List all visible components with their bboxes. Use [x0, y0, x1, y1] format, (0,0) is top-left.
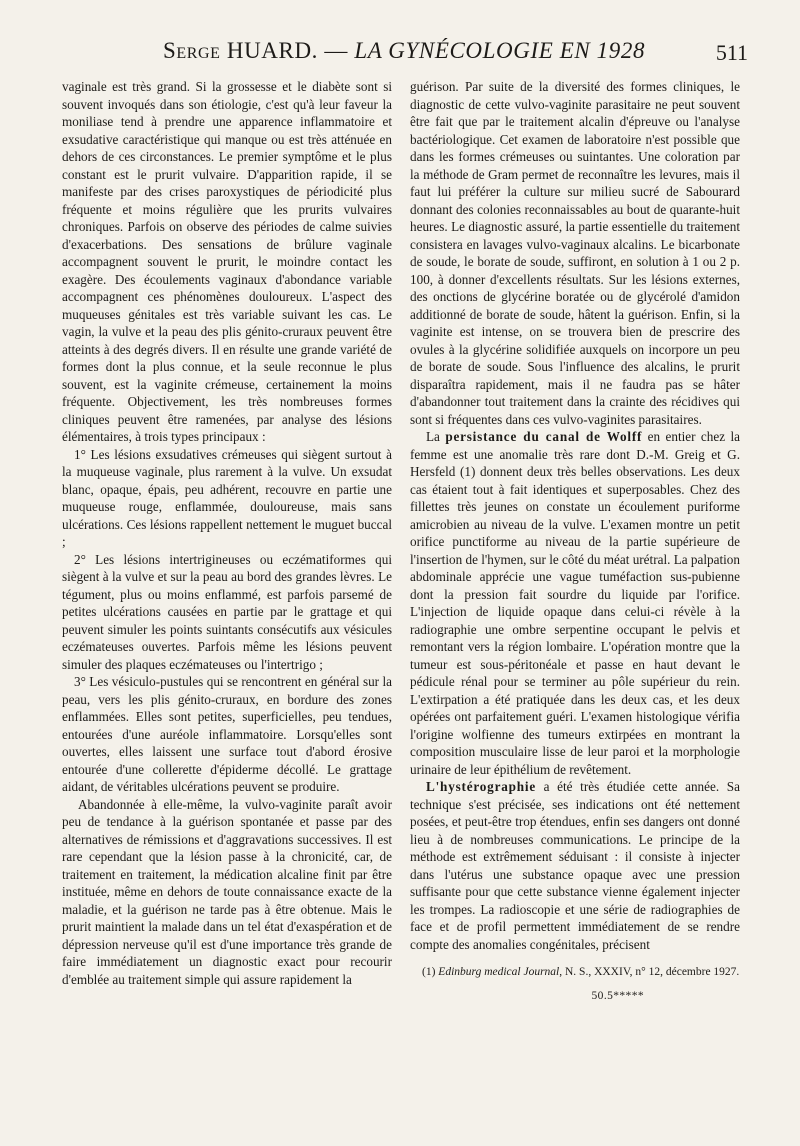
- header-author: Serge HUARD.: [162, 38, 318, 63]
- lead-text: La: [426, 429, 446, 444]
- footnote-title: Edinburg medical Journal: [438, 966, 560, 978]
- paragraph-wolff: [410, 428, 740, 778]
- header-dash: —: [318, 38, 355, 63]
- paragraph: vaginale est très grand. Si la grossesse et le diabète sont si souvent invoqués dans son étiologie, c'est qu'à leur faveur la moniliase tend à prendre une apparence inflammatoire et exsudative caractéristique qui manque ou est très atténuée en dehors de ces circonstances. Le premier symptôme et le plus constant est le prurit vulvaire. D'apparition rapide, il se manifeste par des crises paroxystiques de périodicité plus fréquente et moins régulière que les prurits vulvaires chroniques. Parfois on observe des périodes de calme suivies d'exacerbations. Des sensations de brûlure vaginale accompagnent souvent le prurit, le moindre contact les exagère. Des écoulements vaginaux d'abondance variable accompagnent ces phénomènes douloureux. L'aspect des muqueuses génitales est très variable suivant les cas. Le vagin, la vulve et la peau des plis génito-cruraux peuvent être atteints à des degrés divers. Il en résulte une grande variété de formes dont la plus connue, et la seule reconnue le plus souvent, est la vaginite crémeuse, certainement la moins fréquente. Objectivement, les très nombreuses formes cliniques peuvent être ramenées, par analyse des lésions élémentaires, à trois types principaux :: [62, 79, 392, 444]
- paragraph: Abandonnée à elle-même, la vulvo-vaginite paraît avoir peu de tendance à la guérison spontanée et passe par des alternatives de rémissions et d'aggravations successives. Il est rare cependant que la lésion passe à la chronicité, car, de traitement en traitement, la médication alcaline finit par être instituée, même en dehors de toute connaissance exacte de la maladie, et la guérison ne tarde pas à être obtenue. Mais le prurit maintient la malade dans un tel état d'exaspération et de dépression nerveuse qu'il est d'une importance très grande de faire immédiatement un diagnostic exact pour recourir d'emblée au traitement simple qui assure rapidement la: [62, 796, 392, 987]
- footnote-text: , N. S., XXXIV, n° 12, décembre 1927.: [559, 966, 740, 978]
- list-item: 1° Les lésions exsudatives crémeuses qui siègent surtout à la muqueuse vaginale, plus rarement à la vulve. Un exsudat blanc, opaque, épais, peu adhérent, recouvre en partie une muqueuse rouge, enflammée, douloureuse, mais sans ulcérations. Ces lésions rappellent nettement le muguet buccal ;: [62, 446, 392, 549]
- header-journal: LA GYNÉCOLOGIE EN 1928: [354, 38, 646, 63]
- spaced-heading: persistance du canal de Wolff: [445, 429, 643, 444]
- paragraph-text: en entier chez la femme est une anomalie très rare dont D.-M. Greig et G. Hersfeld (1) donnent deux très belles observations. Les deux cas étaient tout à fait identiques et superposables. Chez des fillettes très jeunes on constate un écoulement puriforme amicrobien au niveau de la vulve. L'examen montre un petit orifice punctiforme au niveau de la partie supérieure de l'insertion de l'hymen, sur le côté du méat urétral. La palpation abdominale apprécie une vague tuméfaction sus-pubienne dont la pression fait sourdre du liquide par l'orifice. L'injection de liquide opaque dans celui-ci révèle à la radiographie une ombre serpentine occupant le pelvis et remontant vers la région lombaire. L'opération montre que la tumeur est sous-péritonéale et passe en haut devant le pédicule rénal pour se terminer au pôle supérieur du rein. L'extirpation a été pratiquée dans les deux cas, et les deux opérées ont parfaitement guéri. L'examen histologique vérifia l'origine wolfienne des tumeurs extirpées en montrant la composition musculaire lisse de leur paroi et la morphologie urinaire de leur épithélium de revêtement.: [410, 429, 740, 777]
- header-title: [60, 38, 748, 64]
- footnote-number: (1): [422, 966, 439, 978]
- list-item: 3° Les vésiculo-pustules qui se rencontrent en général sur la peau, vers les plis génito-cruraux, en bordure des zones enflammées. Elles sont petites, superficielles, peu tendues, entourées d'une auréole inflammatoire. Lorsqu'elles sont ouvertes, elles laissent une surface tout d'abord érosive entourée d'une collerette d'épiderme décollé. Le grattage aidant, de véritables ulcérations peuvent se produire.: [62, 674, 392, 794]
- running-header: [60, 38, 748, 72]
- signature-mark: 50.5*****: [591, 990, 644, 1002]
- paragraph-hysterographie: [410, 778, 740, 953]
- paragraph-text: a été très étudiée cette année. Sa technique s'est précisée, ses indications ont été nettement posées, et peut-être trop étendues, enfin ses dangers ont donné lieu à de nombreuses communications. Le principe de la méthode est extrêmement séduisant : il consiste à injecter dans l'utérus une substance opaque avec une pression suffisante pour que cette substance vienne également injecter les trompes. La radioscopie et une série de radiographies de face et de profil permettent immédiatement de se rendre compte des anomalies congénitales, précisent: [410, 779, 740, 952]
- right-column: [410, 78, 740, 1006]
- footnote: [410, 965, 740, 980]
- left-column: [62, 78, 392, 988]
- list-item: 2° Les lésions intertrigineuses ou eczématiformes qui siègent à la vulve et sur la peau au bord des grandes lèvres. Le tégument, plus ou moins enflammé, est parfois parsemé de petites ulcérations causées en partie par le grattage et qui peuvent simuler les points suintants consécutifs aux vésicules eczémateuses ouvertes. Parfois même les lésions peuvent simuler des plaques eczémateuses ou l'intertrigo ;: [62, 551, 392, 672]
- page-number: 511: [715, 40, 748, 65]
- paragraph: guérison. Par suite de la diversité des formes cliniques, le diagnostic de cette vulvo-vaginite parasitaire ne peut souvent être fait que par le traitement alcalin d'épreuve ou l'analyse bactériologique. Cet examen de laboratoire n'est possible que dans les formes crémeuses ou suintantes. Une coloration par la méthode de Gram permet de reconnaître les levures, mais il faut lui préférer la culture sur milieu sucré de Sabourard donnant des colonies reconnaissables au bout de quarante-huit heures. Le diagnostic assuré, la partie essentielle du traitement consistera en lavages vulvo-vaginaux alcalins. Le bicarbonate de soude, le borate de soude, suffiront, en solution à 1 ou 2 p. 100, à donner d'excellents résultats. Sur les lésions externes, des onctions de glycérine boratée ou de glycérolé d'amidon additionné de borate de soude, hâtent la guérison. Enfin, si la vaginite est intense, on se trouvera bien de prescrire des ovules à la glycérine solidifiée auxquels on incorpore un peu de borate de soude. Sous l'influence des alcalins, le prurit disparaîtra rapidement, mais il ne faudra pas se hâter d'abandonner tout traitement dans la crainte des récidives qui sont si fréquentes dans ces vulvo-vaginites parasitaires.: [410, 79, 740, 427]
- spaced-heading: L'hystérographie: [426, 779, 536, 794]
